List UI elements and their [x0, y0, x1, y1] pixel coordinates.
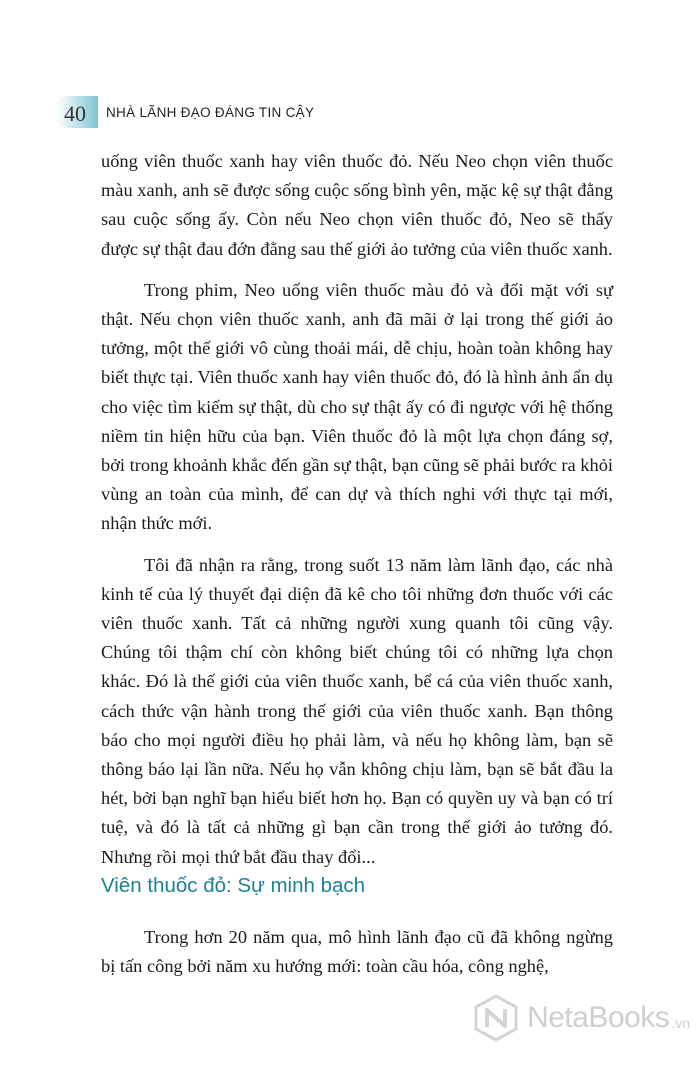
paragraph: Trong phim, Neo uống viên thuốc màu đỏ và đối mặt với sự thật. Nếu chọn viên thuốc xanh, anh đã mãi ở lại trong thế giới ảo tưởng, một thế giới vô cùng thoải mái, dễ chịu, hoàn toàn không hay biết thực tại. Viên thuốc xanh hay viên thuốc đỏ, đó là hình ảnh ẩn dụ cho việc tìm kiếm sự thật, dù cho sự thật ấy có đi ngược với hệ thống niềm tin hiện hữu của bạn. Viên thuốc đỏ là một lựa chọn đáng sợ, bởi trong khoảnh khắc đến gần sự thật, bạn cũng sẽ phải bước ra khỏi vùng an toàn của mình, để can dự và thích nghi với thực tại mới, nhận thức mới. [101, 279, 613, 534]
running-title: NHÀ LÃNH ĐẠO ĐÁNG TIN CẬY [106, 105, 315, 120]
netabooks-logo-icon [471, 993, 521, 1043]
page-number: 40 [64, 101, 86, 126]
paragraph: Trong hơn 20 năm qua, mô hình lãnh đạo cũ đã không ngừng bị tấn công bởi năm xu hướng mới: toàn cầu hóa, công nghệ, [101, 927, 613, 977]
section-heading: Viên thuốc đỏ: Sự minh bạch [101, 874, 366, 897]
watermark-domain: .vn [671, 1015, 690, 1031]
body-text [101, 147, 613, 884]
page-header [0, 90, 700, 134]
watermark-brand: NetaBooks [527, 1001, 670, 1034]
netabooks-watermark [471, 990, 690, 1046]
paragraph: Tôi đã nhận ra rằng, trong suốt 13 năm làm lãnh đạo, các nhà kinh tế của lý thuyết đại diện đã kê cho tôi những đơn thuốc với các viên thuốc xanh. Tất cả những người xung quanh tôi cũng vậy. Chúng tôi thậm chí còn không biết chúng tôi có những lựa chọn khác. Đó là thế giới của viên thuốc xanh, bể cá của viên thuốc xanh, cách thức vận hành trong thế giới của viên thuốc xanh. Bạn thông báo cho mọi người điều họ phải làm, và nếu họ không làm, bạn sẽ thông báo lại lần nữa. Nếu họ vẫn không chịu làm, bạn sẽ bắt đầu la hét, bởi bạn nghĩ bạn hiểu biết hơn họ. Bạn có quyền uy và bạn có trí tuệ, và đó là tất cả những gì bạn cần trong thế giới ảo tưởng đó. Nhưng rồi mọi thứ bắt đầu thay đổi... [101, 554, 613, 867]
body-text-continued [101, 923, 613, 993]
paragraph: uống viên thuốc xanh hay viên thuốc đỏ. Nếu Neo chọn viên thuốc màu xanh, anh sẽ được sống cuộc sống bình yên, mặc kệ sự thật đằng sau cuộc sống ấy. Còn nếu Neo chọn viên thuốc đỏ, Neo sẽ thấy được sự thật đau đớn đằng sau thế giới ảo tưởng của viên thuốc xanh. [101, 151, 613, 259]
